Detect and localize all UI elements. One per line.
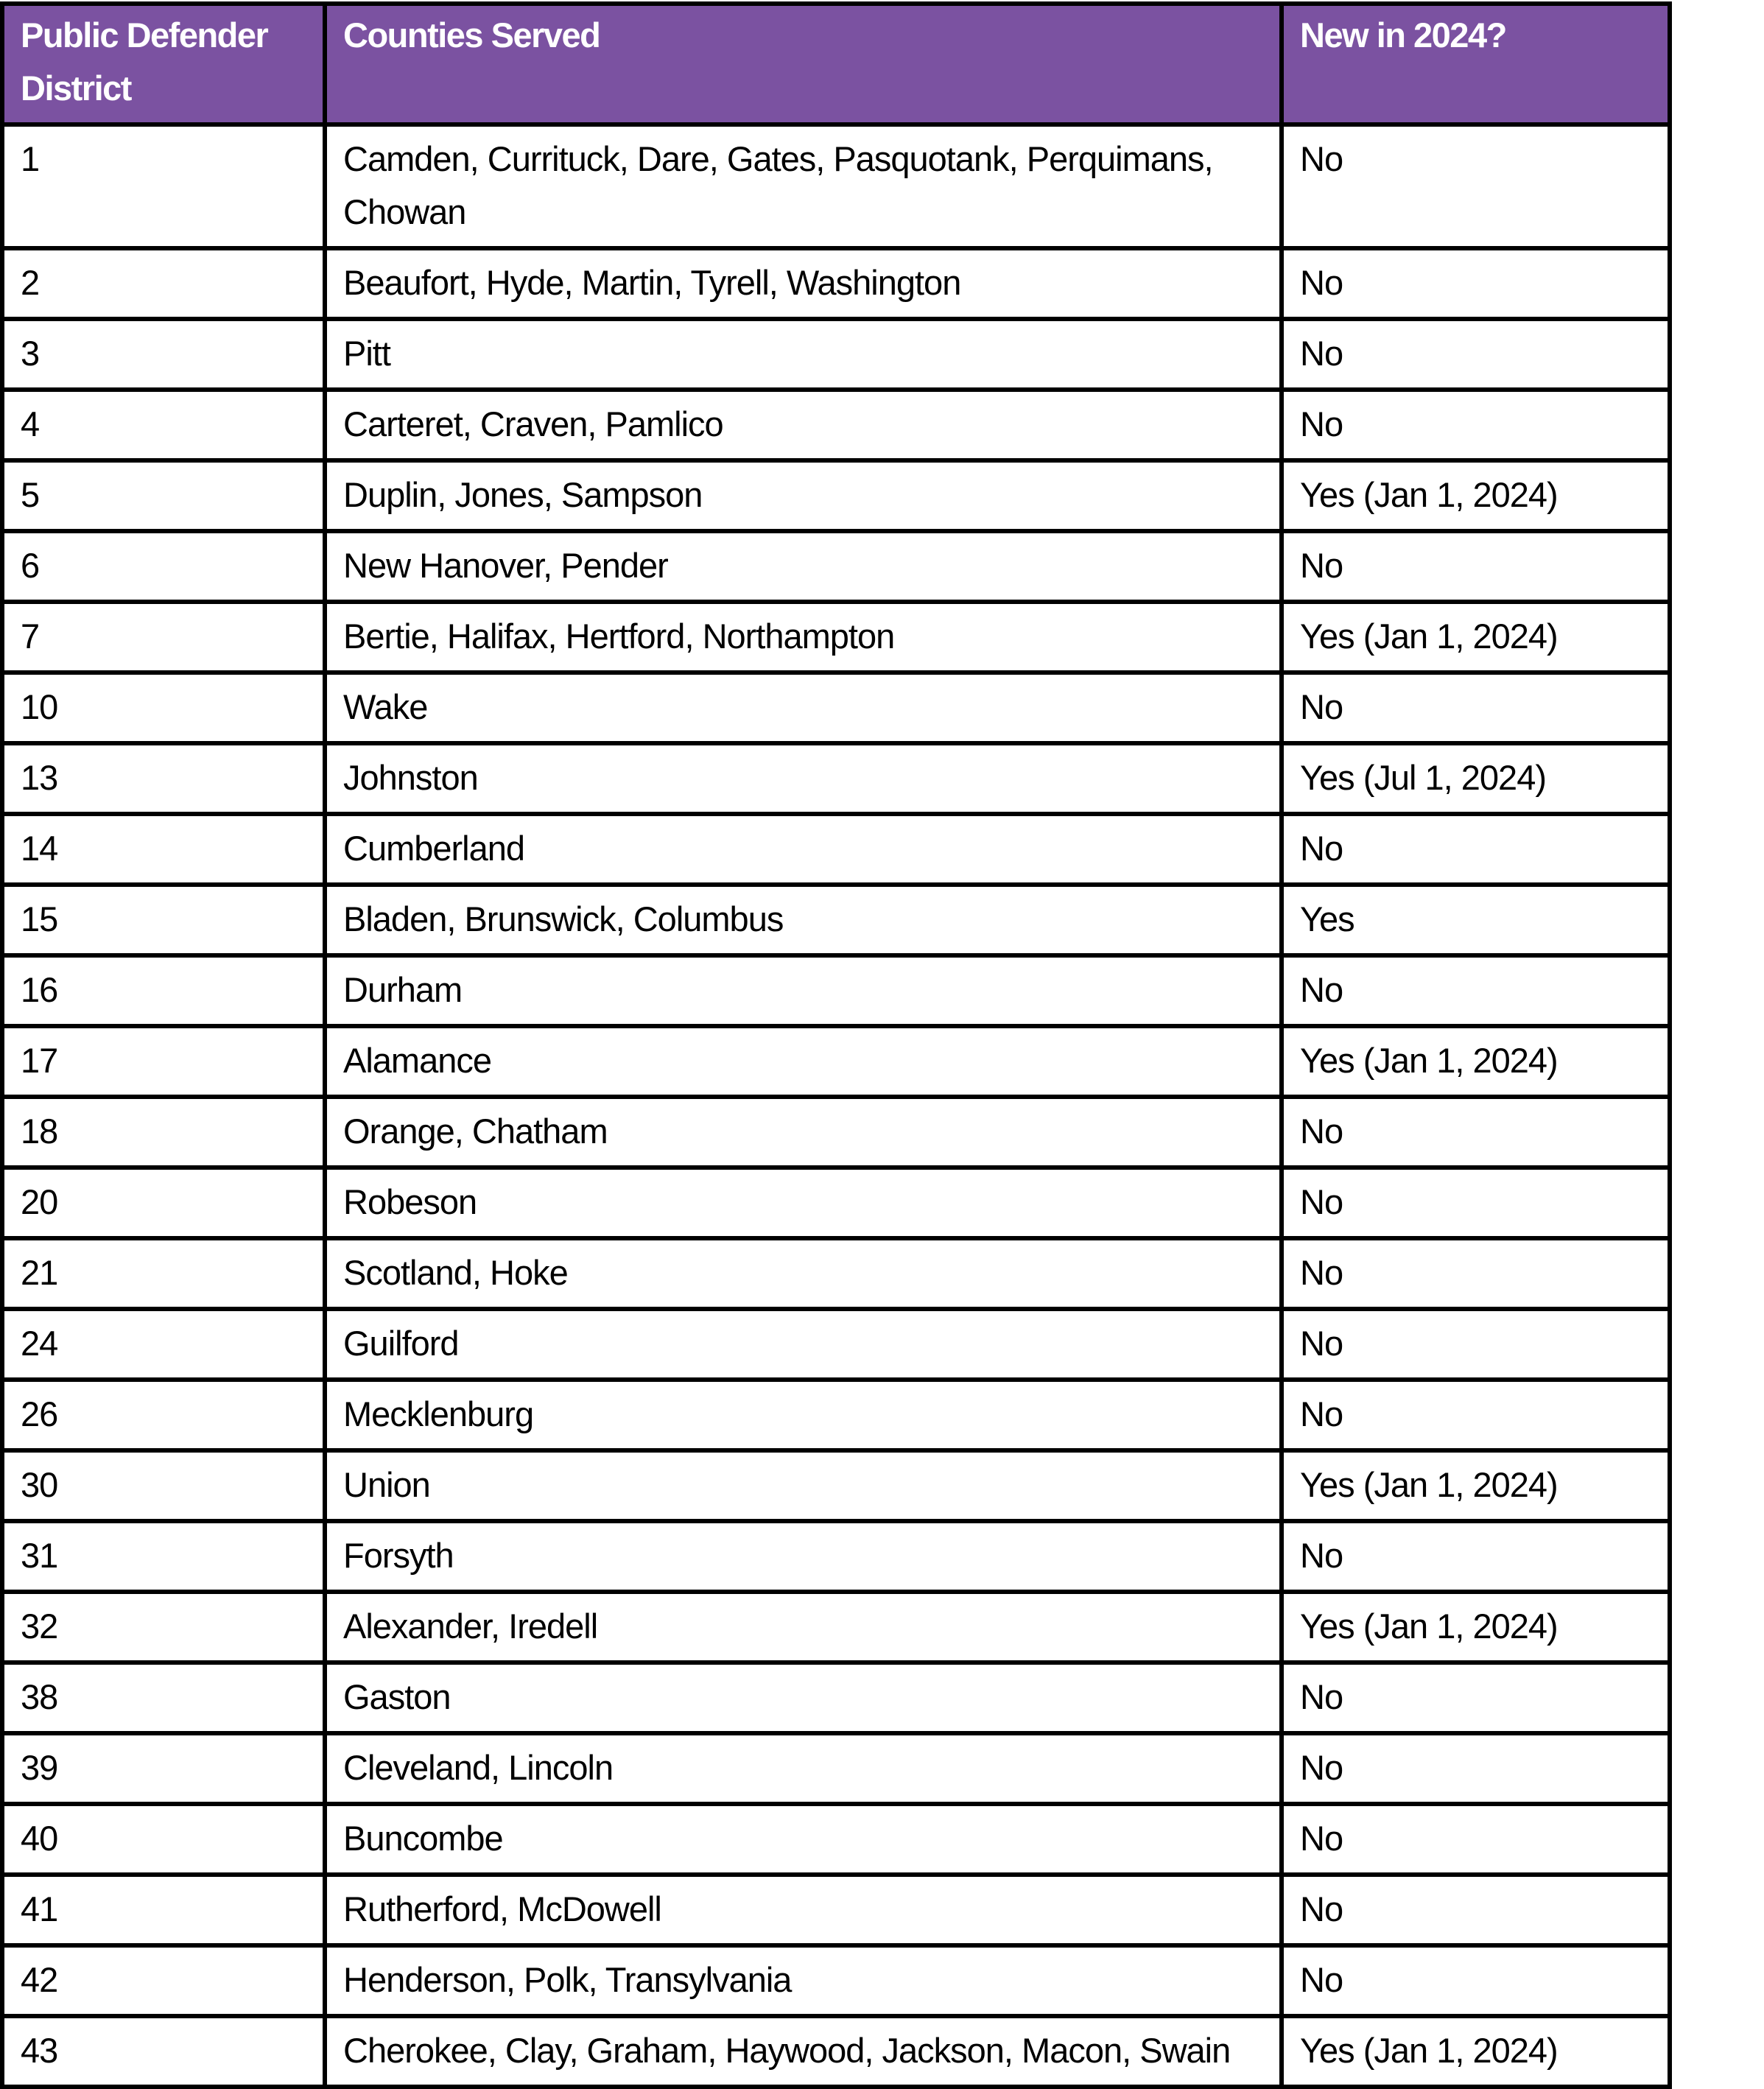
district-cell: 5 <box>2 460 325 531</box>
district-cell: 41 <box>2 1875 325 1945</box>
header-row <box>2 4 1670 124</box>
district-cell: 31 <box>2 1521 325 1592</box>
table-row <box>2 531 1670 602</box>
counties-cell: Cleveland, Lincoln <box>325 1733 1282 1804</box>
header-counties: Counties Served <box>325 4 1282 124</box>
counties-cell: Duplin, Jones, Sampson <box>325 460 1282 531</box>
header-district: Public Defender District <box>2 4 325 124</box>
counties-cell: Camden, Currituck, Dare, Gates, Pasquotank, Perquimans, Chowan <box>325 124 1282 248</box>
counties-cell: Guilford <box>325 1309 1282 1380</box>
counties-cell: Scotland, Hoke <box>325 1238 1282 1309</box>
table-row <box>2 1592 1670 1663</box>
district-cell: 15 <box>2 885 325 955</box>
district-cell: 26 <box>2 1380 325 1450</box>
counties-cell: Rutherford, McDowell <box>325 1875 1282 1945</box>
counties-cell: Durham <box>325 955 1282 1026</box>
new-in-2024-cell: Yes (Jan 1, 2024) <box>1282 1026 1670 1097</box>
new-in-2024-cell: No <box>1282 955 1670 1026</box>
district-cell: 1 <box>2 124 325 248</box>
counties-cell: Johnston <box>325 743 1282 814</box>
district-cell: 3 <box>2 319 325 390</box>
district-cell: 13 <box>2 743 325 814</box>
district-cell: 14 <box>2 814 325 885</box>
table-row <box>2 814 1670 885</box>
new-in-2024-cell: No <box>1282 1380 1670 1450</box>
district-cell: 7 <box>2 602 325 673</box>
table-row <box>2 955 1670 1026</box>
counties-cell: Cherokee, Clay, Graham, Haywood, Jackson, Macon, Swain <box>325 2016 1282 2087</box>
counties-cell: Union <box>325 1450 1282 1521</box>
district-cell: 10 <box>2 673 325 743</box>
new-in-2024-cell: Yes (Jan 1, 2024) <box>1282 460 1670 531</box>
counties-cell: New Hanover, Pender <box>325 531 1282 602</box>
table-row <box>2 1804 1670 1875</box>
new-in-2024-cell: Yes (Jul 1, 2024) <box>1282 743 1670 814</box>
new-in-2024-cell: Yes (Jan 1, 2024) <box>1282 1450 1670 1521</box>
table-row <box>2 460 1670 531</box>
counties-cell: Buncombe <box>325 1804 1282 1875</box>
new-in-2024-cell: No <box>1282 1733 1670 1804</box>
new-in-2024-cell: No <box>1282 1309 1670 1380</box>
table-row <box>2 1026 1670 1097</box>
new-in-2024-cell: Yes (Jan 1, 2024) <box>1282 2016 1670 2087</box>
counties-cell: Mecklenburg <box>325 1380 1282 1450</box>
new-in-2024-cell: No <box>1282 1238 1670 1309</box>
new-in-2024-cell: No <box>1282 1097 1670 1168</box>
table-row <box>2 1238 1670 1309</box>
table-row <box>2 248 1670 319</box>
district-cell: 43 <box>2 2016 325 2087</box>
counties-cell: Forsyth <box>325 1521 1282 1592</box>
new-in-2024-cell: No <box>1282 673 1670 743</box>
counties-cell: Pitt <box>325 319 1282 390</box>
district-cell: 17 <box>2 1026 325 1097</box>
public-defender-districts-table <box>0 1 1672 2089</box>
district-cell: 2 <box>2 248 325 319</box>
table-row <box>2 1097 1670 1168</box>
counties-cell: Alamance <box>325 1026 1282 1097</box>
counties-cell: Wake <box>325 673 1282 743</box>
counties-cell: Beaufort, Hyde, Martin, Tyrell, Washington <box>325 248 1282 319</box>
district-cell: 30 <box>2 1450 325 1521</box>
district-cell: 6 <box>2 531 325 602</box>
counties-cell: Carteret, Craven, Pamlico <box>325 390 1282 460</box>
counties-cell: Alexander, Iredell <box>325 1592 1282 1663</box>
district-cell: 32 <box>2 1592 325 1663</box>
counties-cell: Orange, Chatham <box>325 1097 1282 1168</box>
district-cell: 38 <box>2 1663 325 1733</box>
district-cell: 42 <box>2 1945 325 2016</box>
district-cell: 18 <box>2 1097 325 1168</box>
new-in-2024-cell: No <box>1282 1875 1670 1945</box>
table-row <box>2 319 1670 390</box>
new-in-2024-cell: Yes (Jan 1, 2024) <box>1282 1592 1670 1663</box>
table-row <box>2 1521 1670 1592</box>
new-in-2024-cell: No <box>1282 1945 1670 2016</box>
new-in-2024-cell: No <box>1282 124 1670 248</box>
new-in-2024-cell: No <box>1282 319 1670 390</box>
new-in-2024-cell: Yes <box>1282 885 1670 955</box>
table-row <box>2 673 1670 743</box>
new-in-2024-cell: No <box>1282 531 1670 602</box>
table-row <box>2 1168 1670 1238</box>
counties-cell: Bertie, Halifax, Hertford, Northampton <box>325 602 1282 673</box>
table-row <box>2 1380 1670 1450</box>
counties-cell: Henderson, Polk, Transylvania <box>325 1945 1282 2016</box>
table-header <box>2 4 1670 124</box>
new-in-2024-cell: No <box>1282 248 1670 319</box>
new-in-2024-cell: No <box>1282 1168 1670 1238</box>
new-in-2024-cell: No <box>1282 1663 1670 1733</box>
district-cell: 40 <box>2 1804 325 1875</box>
new-in-2024-cell: Yes (Jan 1, 2024) <box>1282 602 1670 673</box>
district-cell: 24 <box>2 1309 325 1380</box>
table-row <box>2 1875 1670 1945</box>
district-cell: 39 <box>2 1733 325 1804</box>
table-row <box>2 885 1670 955</box>
counties-cell: Gaston <box>325 1663 1282 1733</box>
table-row <box>2 1450 1670 1521</box>
counties-cell: Robeson <box>325 1168 1282 1238</box>
new-in-2024-cell: No <box>1282 1804 1670 1875</box>
table-row <box>2 602 1670 673</box>
district-cell: 4 <box>2 390 325 460</box>
district-cell: 16 <box>2 955 325 1026</box>
new-in-2024-cell: No <box>1282 1521 1670 1592</box>
table-row <box>2 1663 1670 1733</box>
table-row <box>2 1309 1670 1380</box>
district-cell: 20 <box>2 1168 325 1238</box>
table-row <box>2 2016 1670 2087</box>
table-body <box>2 124 1670 2087</box>
table-row <box>2 1945 1670 2016</box>
new-in-2024-cell: No <box>1282 814 1670 885</box>
table-row <box>2 1733 1670 1804</box>
table-row <box>2 390 1670 460</box>
counties-cell: Cumberland <box>325 814 1282 885</box>
new-in-2024-cell: No <box>1282 390 1670 460</box>
counties-cell: Bladen, Brunswick, Columbus <box>325 885 1282 955</box>
header-new-in-2024: New in 2024? <box>1282 4 1670 124</box>
table-row <box>2 743 1670 814</box>
district-cell: 21 <box>2 1238 325 1309</box>
table-row <box>2 124 1670 248</box>
